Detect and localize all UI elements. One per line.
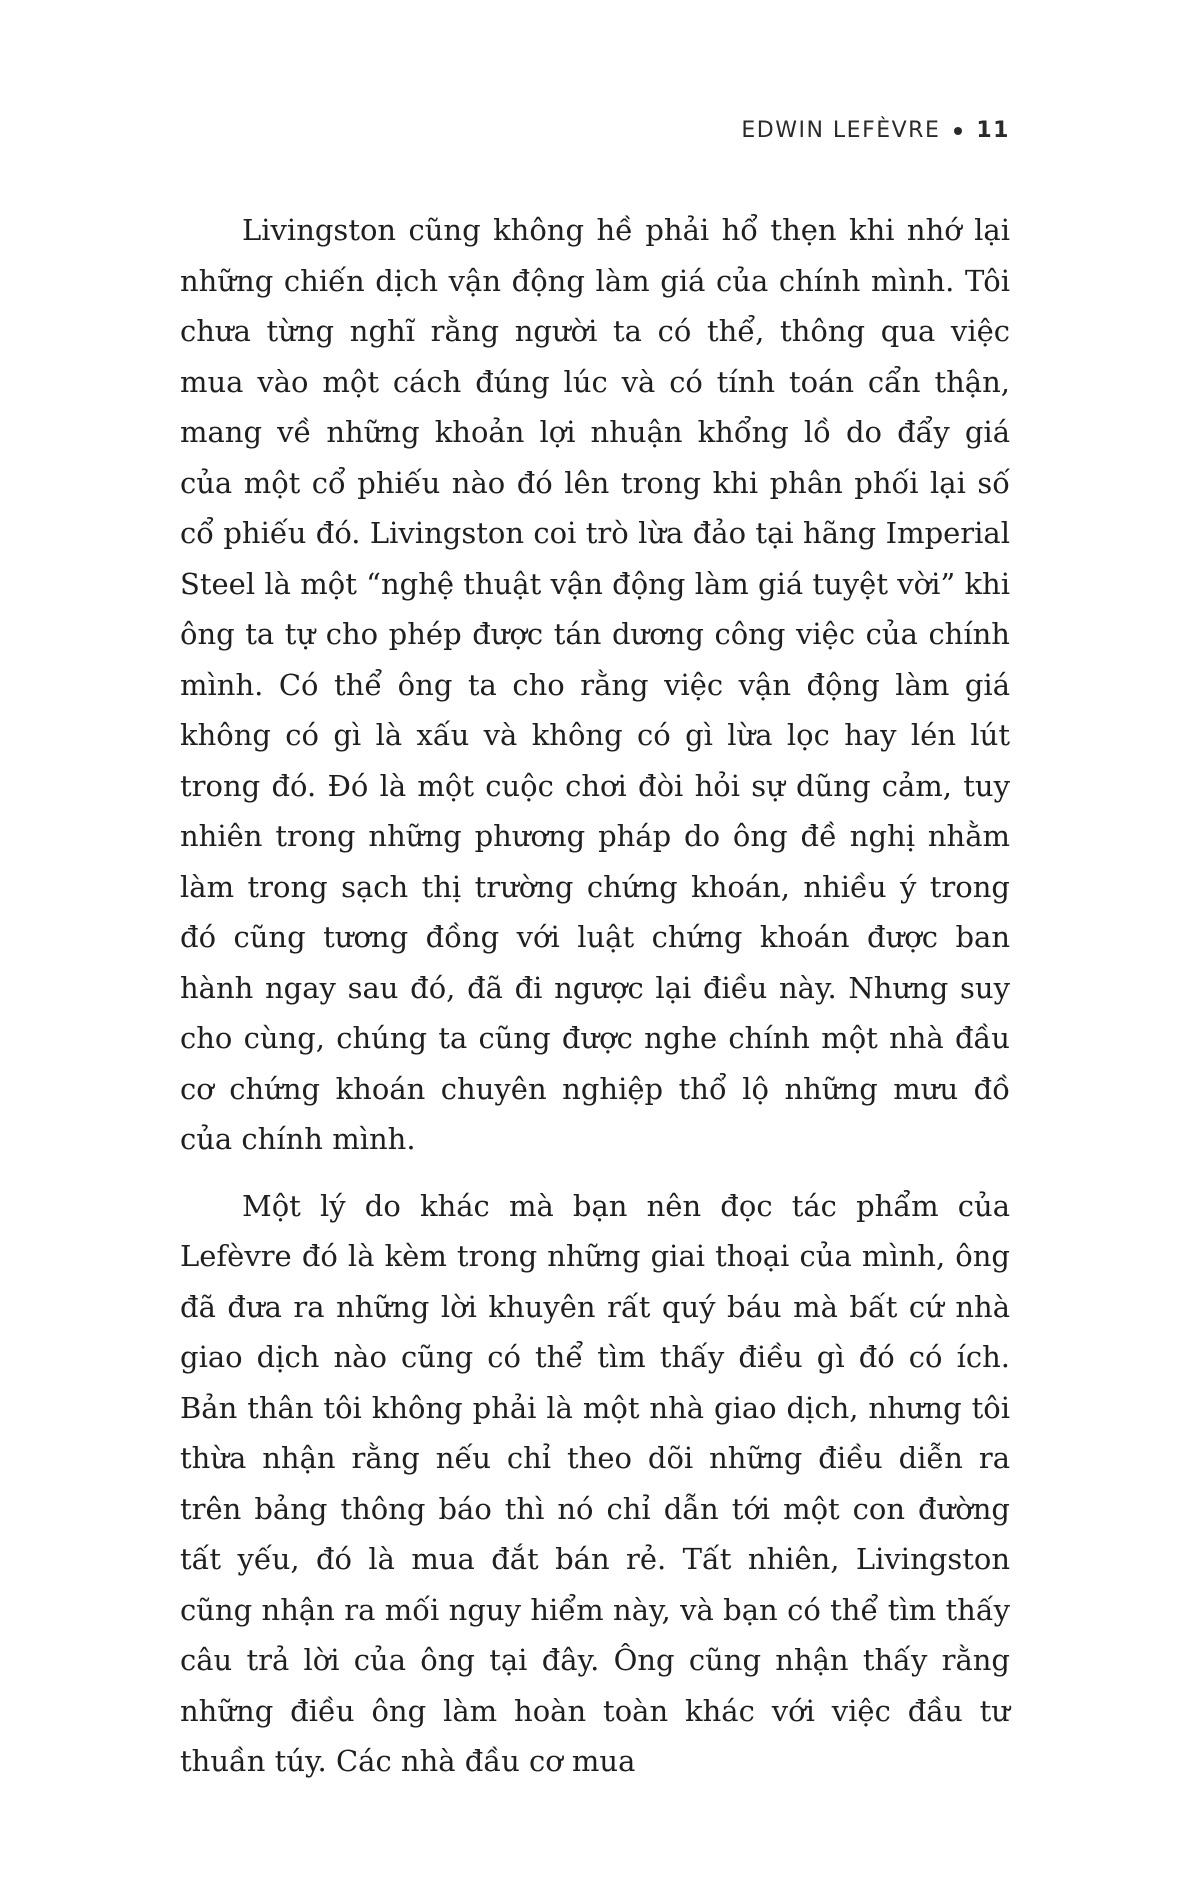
author-name: EDWIN LEFÈVRE [741, 118, 941, 143]
paragraph: Livingston cũng không hề phải hổ thẹn khi nhớ lại những chiến dịch vận động làm giá của chính mình. Tôi chưa từng nghĩ rằng người ta có thể, thông qua việc mua vào một cách đúng lúc và có tính toán cẩn thận, mang về những khoản lợi nhuận khổng lồ do đẩy giá của một cổ phiếu nào đó lên trong khi phân phối lại số cổ phiếu đó. Livingston coi trò lừa đảo tại hãng Imperial Steel là một “nghệ thuật vận động làm giá tuyệt vời” khi ông ta tự cho phép được tán dương công việc của chính mình. Có thể ông ta cho rằng việc vận động làm giá không có gì là xấu và không có gì lừa lọc hay lén lút trong đó. Đó là một cuộc chơi đòi hỏi sự dũng cảm, tuy nhiên trong những phương pháp do ông đề nghị nhằm làm trong sạch thị trường chứng khoán, nhiều ý trong đó cũng tương đồng với luật chứng khoán được ban hành ngay sau đó, đã đi ngược lại điều này. Nhưng suy cho cùng, chúng ta cũng được nghe chính một nhà đầu cơ chứng khoán chuyên nghiệp thổ lộ những mưu đồ của chính mình. [180, 213, 1010, 1156]
running-header [741, 118, 1010, 143]
paragraph: Một lý do khác mà bạn nên đọc tác phẩm của Lefèvre đó là kèm trong những giai thoại của mình, ông đã đưa ra những lời khuyên rất quý báu mà bất cứ nhà giao dịch nào cũng có thể tìm thấy điều gì đó có ích. Bản thân tôi không phải là một nhà giao dịch, nhưng tôi thừa nhận rằng nếu chỉ theo dõi những điều diễn ra trên bảng thông báo thì nó chỉ dẫn tới một con đường tất yếu, đó là mua đắt bán rẻ. Tất nhiên, Livingston cũng nhận ra mối nguy hiểm này, và bạn có thể tìm thấy câu trả lời của ông tại đây. Ông cũng nhận thấy rằng những điều ông làm hoàn toàn khác với việc đầu tư thuần túy. Các nhà đầu cơ mua [180, 1188, 1010, 1778]
bullet-separator-icon [954, 127, 962, 135]
body-text [180, 205, 1010, 1803]
page-number: 11 [976, 118, 1010, 143]
